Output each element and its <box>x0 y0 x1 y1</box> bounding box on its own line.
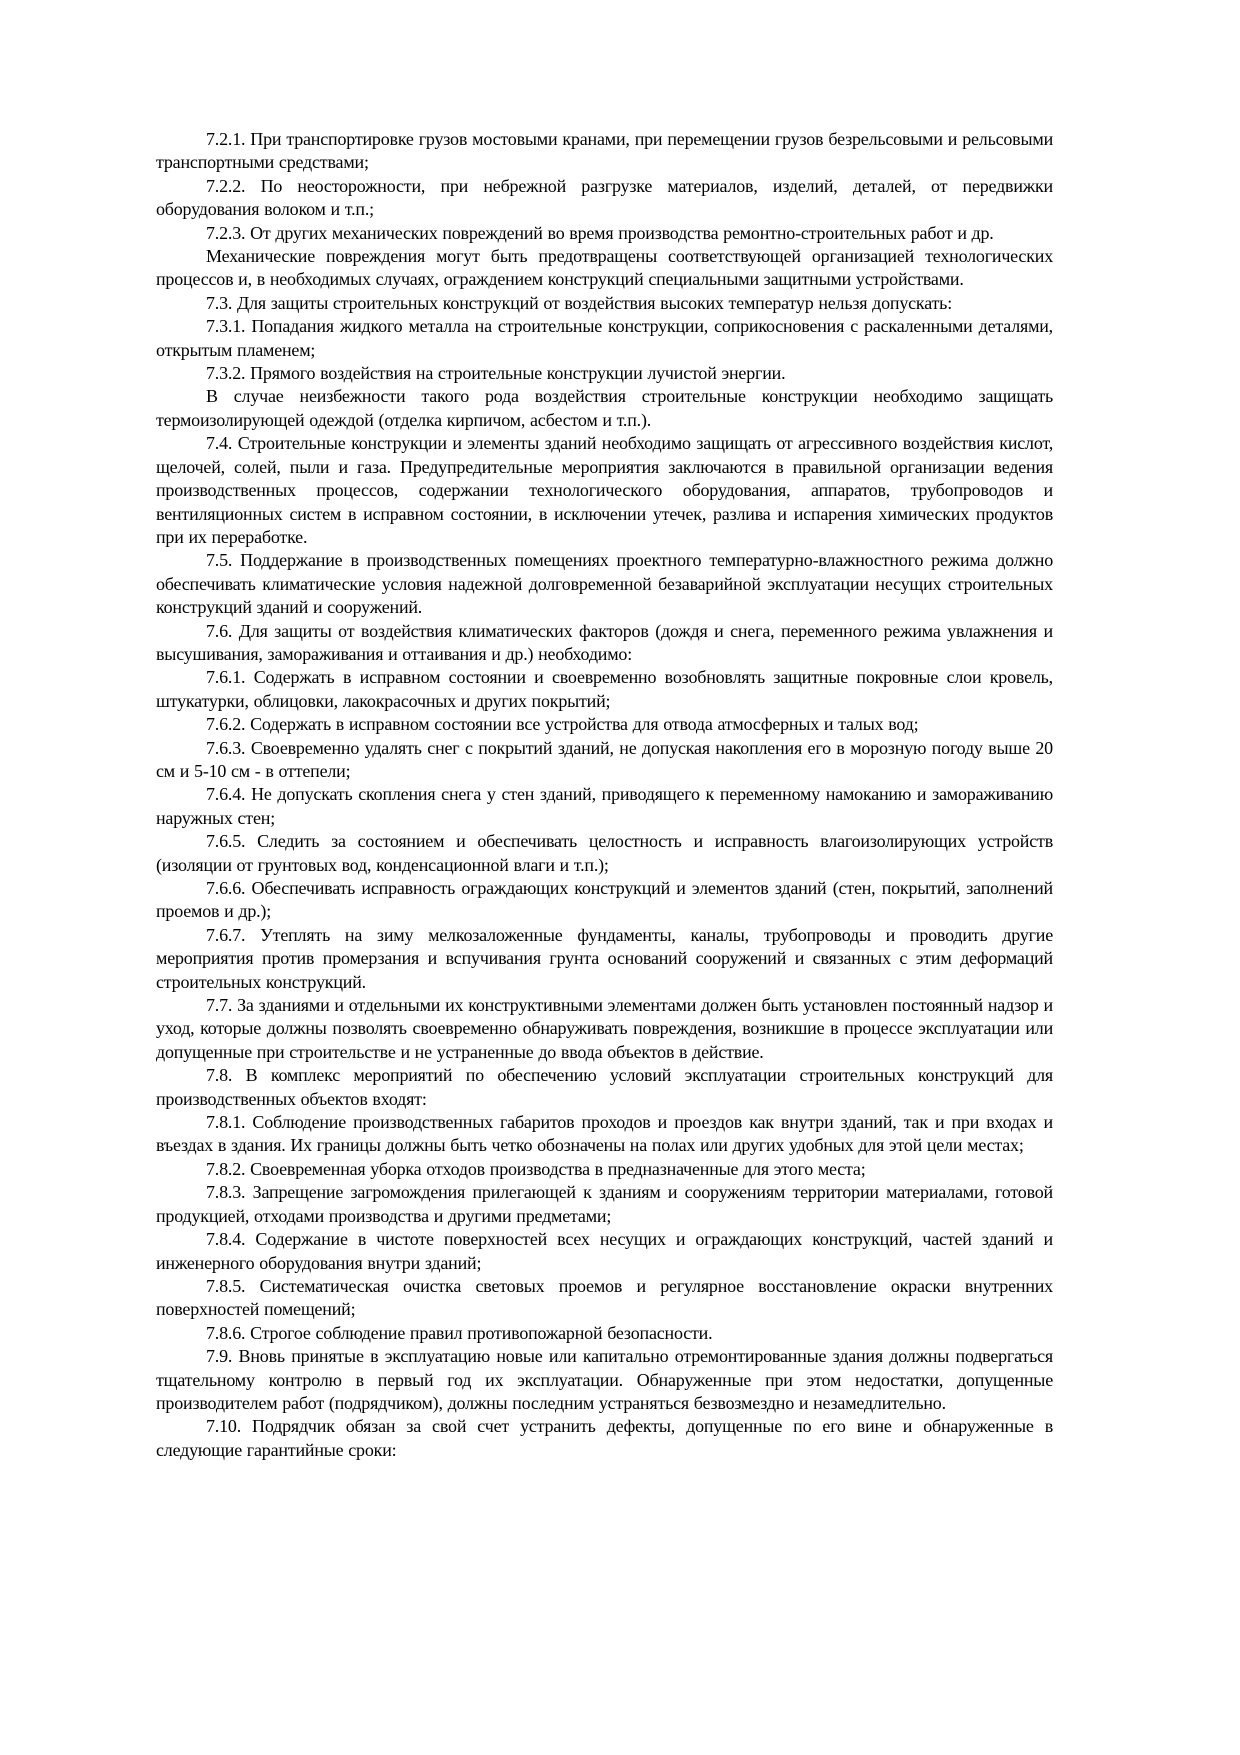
paragraph: 7.2.3. От других механических повреждений во время производства ремонтно-строительных работ и др. <box>206 222 994 243</box>
paragraph: 7.6.7. Утеплять на зиму мелкозаложенные фундаменты, каналы, трубопроводы и проводить другие мероприятия против промерзания и вспучивания грунта оснований сооружений и связанных с этим деформаций строительных конструкций. <box>156 924 1053 992</box>
paragraph: 7.3.2. Прямого воздействия на строительные конструкции лучистой энергии. <box>206 363 786 384</box>
paragraph: 7.8. В комплекс мероприятий по обеспечению условий эксплуатации строительных конструкций для производственных объектов входят: <box>156 1065 1053 1109</box>
paragraph: 7.5. Поддержание в производственных помещениях проектного температурно-влажностного режима должно обеспечивать климатические условия надежной долговременной безаварийной эксплуатации несущих строительных конструкций зданий и сооружений. <box>156 550 1053 618</box>
paragraph: 7.8.3. Запрещение загромождения прилегающей к зданиям и сооружениям территории материалами, готовой продукцией, отходами производства и другими предметами; <box>156 1182 1053 1226</box>
paragraph: Механические повреждения могут быть предотвращены соответствующей организацией технологических процессов и, в необходимых случаях, ограждением конструкций специальными защитными устройствами. <box>156 246 1053 290</box>
paragraph: 7.6.2. Содержать в исправном состоянии все устройства для отвода атмосферных и талых вод; <box>206 714 919 735</box>
paragraph: 7.8.1. Соблюдение производственных габаритов проходов и проездов как внутри зданий, так и при входах и въездах в здания. Их границы должны быть четко обозначены на полах или других удобных для этой цели местах; <box>156 1112 1053 1156</box>
paragraph: 7.6.4. Не допускать скопления снега у стен зданий, приводящего к переменному намоканию и замораживанию наружных стен; <box>156 784 1053 828</box>
paragraph: 7.2.1. При транспортировке грузов мостовыми кранами, при перемещении грузов безрельсовыми и рельсовыми транспортными средствами; <box>156 129 1053 173</box>
paragraph: 7.6.3. Своевременно удалять снег с покрытий зданий, не допуская накопления его в морозную погоду выше 20 см и 5-10 см - в оттепели; <box>156 737 1053 781</box>
paragraph: 7.6. Для защиты от воздействия климатических факторов (дождя и снега, переменного режима увлажнения и высушивания, замораживания и оттаивания и др.) необходимо: <box>156 620 1053 664</box>
paragraph: 7.3. Для защиты строительных конструкций от воздействия высоких температур нельзя допускать: <box>206 292 952 313</box>
paragraph: 7.4. Строительные конструкции и элементы зданий необходимо защищать от агрессивного воздействия кислот, щелочей, солей, пыли и газа. Предупредительные мероприятия заключаются в правильной организации ведения производственных процессов, содержании технологического оборудования, аппаратов, трубопроводов и вентиляционных систем в исправном состоянии, в исключении утечек, разлива и испарения химических продуктов при их переработке. <box>156 433 1053 547</box>
paragraph: 7.8.6. Строгое соблюдение правил противопожарной безопасности. <box>206 1322 713 1343</box>
paragraph: 7.10. Подрядчик обязан за свой счет устранить дефекты, допущенные по его вине и обнаруженные в следующие гарантийные сроки: <box>156 1416 1053 1460</box>
paragraph: 7.8.4. Содержание в чистоте поверхностей всех несущих и ограждающих конструкций, частей зданий и инженерного оборудования внутри зданий; <box>156 1229 1053 1273</box>
paragraph: 7.6.6. Обеспечивать исправность ограждающих конструкций и элементов зданий (стен, покрытий, заполнений проемов и др.); <box>156 878 1053 922</box>
paragraph: В случае неизбежности такого рода воздействия строительные конструкции необходимо защищать термоизолирующей одеждой (отделка кирпичом, асбестом и т.п.). <box>156 386 1053 430</box>
paragraph: 7.9. Вновь принятые в эксплуатацию новые или капитально отремонтированные здания должны подвергаться тщательному контролю в первый год их эксплуатации. Обнаруженные при этом недостатки, допущенные производителем работ (подрядчиком), должны последним устраняться безвозмездно и незамедлительно. <box>156 1346 1053 1413</box>
document-body <box>156 128 1053 1462</box>
paragraph: 7.6.1. Содержать в исправном состоянии и своевременно возобновлять защитные покровные слои кровель, штукатурки, облицовки, лакокрасочных и других покрытий; <box>156 667 1053 711</box>
paragraph: 7.8.2. Своевременная уборка отходов производства в предназначенные для этого места; <box>206 1158 866 1179</box>
paragraph: 7.3.1. Попадания жидкого металла на строительные конструкции, соприкосновения с раскаленными деталями, открытым пламенем; <box>156 316 1053 360</box>
paragraph: 7.7. За зданиями и отдельными их конструктивными элементами должен быть установлен постоянный надзор и уход, которые должны позволять своевременно обнаруживать повреждения, возникшие в процессе эксплуатации или допущенные при строительстве и не устраненные до ввода объектов в действие. <box>156 995 1053 1062</box>
paragraph: 7.6.5. Следить за состоянием и обеспечивать целостность и исправность влагоизолирующих устройств (изоляции от грунтовых вод, конденсационной влаги и т.п.); <box>156 831 1053 875</box>
paragraph: 7.2.2. По неосторожности, при небрежной разгрузке материалов, изделий, деталей, от передвижки оборудования волоком и т.п.; <box>156 175 1053 220</box>
paragraph: 7.8.5. Систематическая очистка световых проемов и регулярное восстановление окраски внутренних поверхностей помещений; <box>156 1275 1053 1320</box>
